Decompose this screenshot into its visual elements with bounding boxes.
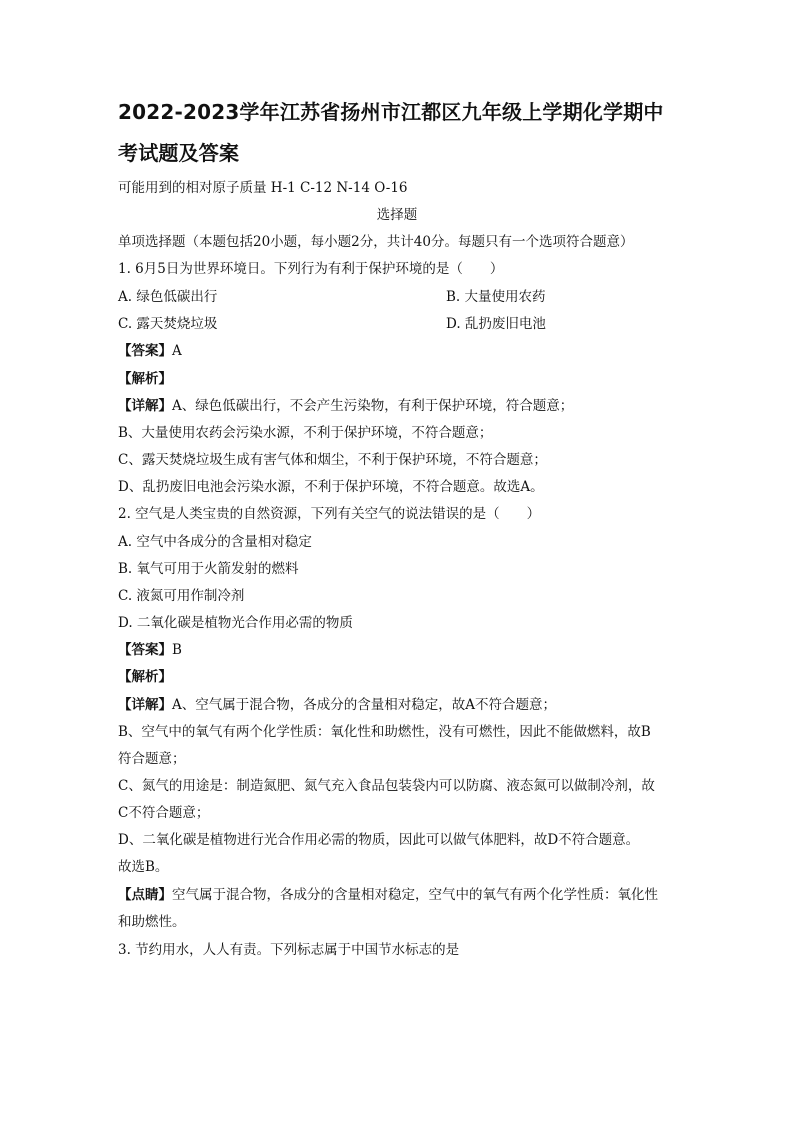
question-1-stem: 1. 6月5日为世界环境日。下列行为有利于保护环境的是（ ） xyxy=(118,261,504,277)
question-1-detail-line-1 xyxy=(118,397,573,415)
detail-text: A、空气属于混合物，各成分的含量相对稳定，故A不符合题意； xyxy=(172,697,556,713)
question-2-detail-line-3: 符合题意； xyxy=(118,751,186,767)
answer-value: B xyxy=(172,642,182,658)
question-2-option-d: D. 二氧化碳是植物光合作用必需的物质 xyxy=(118,615,353,631)
question-1-detail-line-3: C、露天焚烧垃圾生成有害气体和烟尘，不利于保护环境，不符合题意； xyxy=(118,452,547,468)
question-2-detail-line-1 xyxy=(118,696,556,714)
document-title-line-2: 考试题及答案 xyxy=(118,141,240,165)
note-text: 空气属于混合物，各成分的含量相对稳定，空气中的氧气有两个化学性质：氧化性 xyxy=(172,887,658,903)
question-3-stem: 3. 节约用水，人人有责。下列标志属于中国节水标志的是 xyxy=(118,942,460,958)
question-1-detail-line-2: B、大量使用农药会污染水源，不利于保护环境，不符合题意； xyxy=(118,425,493,441)
question-2-note-line-2: 和助燃性。 xyxy=(118,914,186,930)
question-2-answer xyxy=(118,641,182,659)
question-1-analysis-tag: 【解析】 xyxy=(118,371,172,387)
question-2-option-b: B. 氧气可用于火箭发射的燃料 xyxy=(118,561,299,577)
question-1-option-b: B. 大量使用农药 xyxy=(446,289,546,305)
answer-tag: 【答案】 xyxy=(118,343,172,359)
question-2-detail-line-6: D、二氧化碳是植物进行光合作用必需的物质，因此可以做气体肥料，故D不符合题意。 xyxy=(118,832,640,848)
question-2-analysis-tag: 【解析】 xyxy=(118,669,172,685)
question-2-option-c: C. 液氮可用作制冷剂 xyxy=(118,588,245,604)
section-instructions: 单项选择题（本题包括20小题，每小题2分，共计40分。每题只有一个选项符合题意） xyxy=(118,234,634,250)
question-2-note-line-1 xyxy=(118,886,658,904)
question-2-option-a: A. 空气中各成分的含量相对稳定 xyxy=(118,534,312,550)
question-1-option-d: D. 乱扔废旧电池 xyxy=(446,316,546,332)
detail-tag: 【详解】 xyxy=(118,697,172,713)
question-1-detail-line-4: D、乱扔废旧电池会污染水源，不利于保护环境，不符合题意。故选A。 xyxy=(118,479,544,495)
question-2-detail-line-7: 故选B。 xyxy=(118,859,169,875)
answer-tag: 【答案】 xyxy=(118,642,172,658)
question-2-stem: 2. 空气是人类宝贵的自然资源，下列有关空气的说法错误的是（ ） xyxy=(118,506,541,522)
detail-text: A、绿色低碳出行，不会产生污染物，有利于保护环境，符合题意； xyxy=(172,398,574,414)
answer-value: A xyxy=(172,343,182,359)
section-heading: 选择题 xyxy=(376,207,418,223)
note-tag: 【点睛】 xyxy=(118,887,172,903)
question-2-detail-line-2: B、空气中的氧气有两个化学性质：氧化性和助燃性，没有可燃性，因此不能做燃料，故B xyxy=(118,724,651,740)
detail-tag: 【详解】 xyxy=(118,398,172,414)
question-1-option-c: C. 露天焚烧垃圾 xyxy=(118,316,218,332)
question-1-option-a: A. 绿色低碳出行 xyxy=(118,289,218,305)
question-1-answer xyxy=(118,342,182,360)
question-2-detail-line-4: C、氮气的用途是：制造氮肥、氮气充入食品包装袋内可以防腐、液态氮可以做制冷剂，故 xyxy=(118,778,655,794)
atomic-masses-note: 可能用到的相对原子质量 H-1 C-12 N-14 O-16 xyxy=(118,180,408,196)
document-title-line-1: 2022-2023学年江苏省扬州市江都区九年级上学期化学期中 xyxy=(118,100,664,124)
question-2-detail-line-5: C不符合题意； xyxy=(118,805,210,821)
